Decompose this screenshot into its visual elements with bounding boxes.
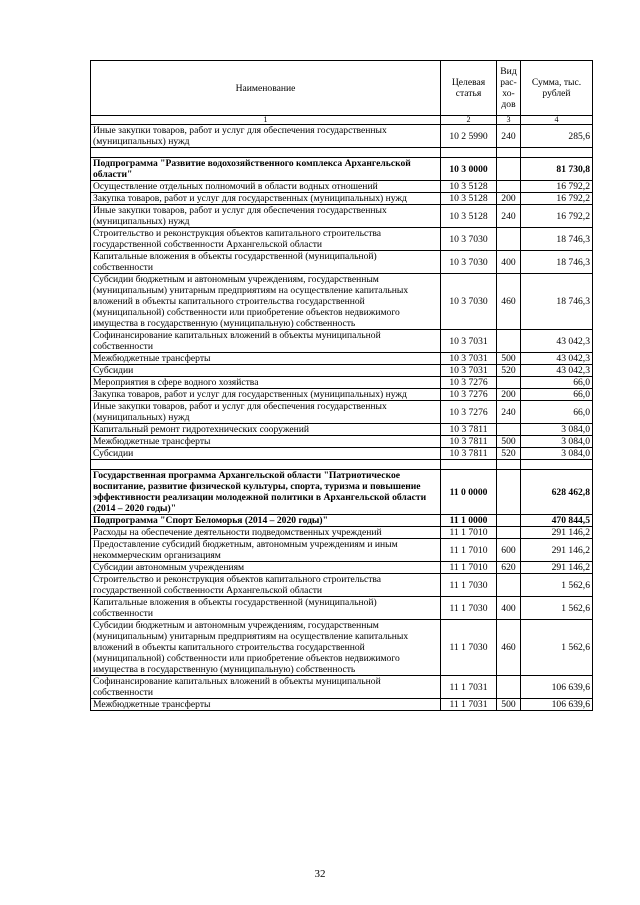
row-name: Иные закупки товаров, работ и услуг для обеспечения государственных (муниципальных) нужд: [91, 401, 441, 424]
row-vid: [497, 181, 521, 193]
row-code: 11 1 7031: [441, 676, 497, 699]
header-vid: Вид рас-хо-дов: [497, 61, 521, 116]
row-code: 10 3 7030: [441, 251, 497, 274]
row-vid: 400: [497, 597, 521, 620]
table-row: [91, 181, 593, 193]
row-code: 11 1 7030: [441, 574, 497, 597]
row-code: 10 3 7031: [441, 330, 497, 353]
table-row: [91, 274, 593, 330]
table-row: [91, 330, 593, 353]
row-code: 10 3 7276: [441, 389, 497, 401]
row-code: 10 3 7030: [441, 274, 497, 330]
table-row: [91, 436, 593, 448]
row-code: 10 2 5990: [441, 125, 497, 148]
row-vid: 400: [497, 251, 521, 274]
row-sum: 1 562,6: [521, 574, 593, 597]
row-sum: 43 042,3: [521, 330, 593, 353]
row-vid: 200: [497, 193, 521, 205]
row-vid: 460: [497, 274, 521, 330]
table-body: [91, 125, 593, 711]
spacer-cell: [91, 148, 441, 158]
row-sum: 66,0: [521, 401, 593, 424]
row-vid: [497, 527, 521, 539]
row-sum: 1 562,6: [521, 597, 593, 620]
row-code: 10 3 5128: [441, 181, 497, 193]
table-row: [91, 401, 593, 424]
row-vid: 500: [497, 353, 521, 365]
row-vid: 500: [497, 436, 521, 448]
table-row: [91, 377, 593, 389]
column-number-row: [91, 116, 593, 125]
row-code: 10 3 7031: [441, 353, 497, 365]
row-sum: 3 084,0: [521, 448, 593, 460]
spacer-row: [91, 460, 593, 470]
row-sum: 66,0: [521, 377, 593, 389]
table-row: [91, 539, 593, 562]
row-name: Предоставление субсидий бюджетным, автономным учреждениям и иным некоммерческим организациям: [91, 539, 441, 562]
row-vid: [497, 676, 521, 699]
header-code: Целевая статья: [441, 61, 497, 116]
column-number: 3: [497, 116, 521, 125]
row-sum: 285,6: [521, 125, 593, 148]
column-number: 2: [441, 116, 497, 125]
row-vid: [497, 515, 521, 527]
table-row: [91, 125, 593, 148]
row-vid: [497, 377, 521, 389]
row-name: Подпрограмма "Развитие водохозяйственного комплекса Архангельской области": [91, 158, 441, 181]
row-name: Строительство и реконструкция объектов капитального строительства государственной собственности Архангельской области: [91, 228, 441, 251]
table-row: [91, 424, 593, 436]
row-vid: [497, 330, 521, 353]
row-sum: 16 792,2: [521, 181, 593, 193]
row-name: Софинансирование капитальных вложений в объекты муниципальной собственности: [91, 676, 441, 699]
row-code: 10 3 7031: [441, 365, 497, 377]
row-code: 11 1 7010: [441, 562, 497, 574]
row-sum: 106 639,6: [521, 676, 593, 699]
row-vid: 240: [497, 125, 521, 148]
spacer-cell: [441, 460, 497, 470]
row-name: Субсидии: [91, 365, 441, 377]
spacer-cell: [91, 460, 441, 470]
row-name: Закупка товаров, работ и услуг для государственных (муниципальных) нужд: [91, 389, 441, 401]
row-sum: 291 146,2: [521, 562, 593, 574]
spacer-cell: [497, 148, 521, 158]
table-row: [91, 158, 593, 181]
table-row: [91, 353, 593, 365]
row-name: Государственная программа Архангельской области "Патриотическое воспитание, развитие физической культуры, спорта, туризма и повышение эффективности реализации молодежной политики в Архангельской области (2014 – 2020 годы)": [91, 470, 441, 515]
row-name: Подпрограмма "Спорт Беломорья (2014 – 2020 годы)": [91, 515, 441, 527]
row-code: 11 1 0000: [441, 515, 497, 527]
spacer-cell: [497, 460, 521, 470]
row-name: Мероприятия в сфере водного хозяйства: [91, 377, 441, 389]
row-name: Закупка товаров, работ и услуг для государственных (муниципальных) нужд: [91, 193, 441, 205]
row-vid: 520: [497, 365, 521, 377]
table-row: [91, 597, 593, 620]
row-name: Строительство и реконструкция объектов капитального строительства государственной собственности Архангельской области: [91, 574, 441, 597]
row-name: Субсидии: [91, 448, 441, 460]
row-sum: 3 084,0: [521, 424, 593, 436]
row-vid: [497, 574, 521, 597]
row-code: 10 3 7811: [441, 448, 497, 460]
row-code: 10 3 5128: [441, 193, 497, 205]
row-code: 11 1 7031: [441, 699, 497, 711]
row-name: Субсидии бюджетным и автономным учреждениям, государственным (муниципальным) унитарным предприятиям на осуществление капитальных вложений в объекты капитального строительства государственной (муниципальной) собственности или приобретение объектов недвижимого имущества в государственную (муниципальную) собственность: [91, 620, 441, 676]
table-row: [91, 365, 593, 377]
row-name: Расходы на обеспечение деятельности подведомственных учреждений: [91, 527, 441, 539]
row-name: Субсидии бюджетным и автономным учреждениям, государственным (муниципальным) унитарным предприятиям на осуществление капитальных вложений в объекты капитального строительства государственной (муниципальной) собственности или приобретение объектов недвижимого имущества в государственную (муниципальную) собственность: [91, 274, 441, 330]
row-vid: [497, 424, 521, 436]
table-row: [91, 515, 593, 527]
table-row: [91, 562, 593, 574]
table-row: [91, 228, 593, 251]
spacer-cell: [521, 460, 593, 470]
table-row: [91, 251, 593, 274]
table-row: [91, 676, 593, 699]
row-sum: 18 746,3: [521, 228, 593, 251]
table-row: [91, 448, 593, 460]
row-vid: [497, 228, 521, 251]
row-vid: 620: [497, 562, 521, 574]
row-sum: 66,0: [521, 389, 593, 401]
row-name: Иные закупки товаров, работ и услуг для обеспечения государственных (муниципальных) нужд: [91, 205, 441, 228]
row-sum: 1 562,6: [521, 620, 593, 676]
table-row: [91, 699, 593, 711]
header-name: Наименование: [91, 61, 441, 116]
table-row: [91, 527, 593, 539]
table-row: [91, 470, 593, 515]
row-vid: 240: [497, 401, 521, 424]
row-name: Капитальные вложения в объекты государственной (муниципальной) собственности: [91, 597, 441, 620]
spacer-cell: [441, 148, 497, 158]
row-vid: 600: [497, 539, 521, 562]
row-name: Осуществление отдельных полномочий в области водных отношений: [91, 181, 441, 193]
table-header: [91, 61, 593, 125]
row-code: 11 0 0000: [441, 470, 497, 515]
row-code: 10 3 7811: [441, 436, 497, 448]
table-row: [91, 620, 593, 676]
row-sum: 3 084,0: [521, 436, 593, 448]
row-name: Софинансирование капитальных вложений в объекты муниципальной собственности: [91, 330, 441, 353]
row-name: Капитальные вложения в объекты государственной (муниципальной) собственности: [91, 251, 441, 274]
row-vid: 500: [497, 699, 521, 711]
row-sum: 18 746,3: [521, 274, 593, 330]
page-number: 32: [314, 868, 326, 880]
row-vid: [497, 470, 521, 515]
row-vid: 460: [497, 620, 521, 676]
row-sum: 291 146,2: [521, 539, 593, 562]
row-sum: 291 146,2: [521, 527, 593, 539]
row-name: Капитальный ремонт гидротехнических сооружений: [91, 424, 441, 436]
row-name: Межбюджетные трансферты: [91, 353, 441, 365]
row-code: 10 3 7811: [441, 424, 497, 436]
row-code: 10 3 7276: [441, 401, 497, 424]
row-code: 11 1 7030: [441, 620, 497, 676]
spacer-row: [91, 148, 593, 158]
row-name: Межбюджетные трансферты: [91, 699, 441, 711]
row-code: 10 3 7030: [441, 228, 497, 251]
table-row: [91, 574, 593, 597]
row-sum: 81 730,8: [521, 158, 593, 181]
row-name: Иные закупки товаров, работ и услуг для обеспечения государственных (муниципальных) нужд: [91, 125, 441, 148]
row-sum: 628 462,8: [521, 470, 593, 515]
row-vid: 200: [497, 389, 521, 401]
row-code: 11 1 7030: [441, 597, 497, 620]
row-sum: 470 844,5: [521, 515, 593, 527]
table-row: [91, 205, 593, 228]
row-sum: 43 042,3: [521, 365, 593, 377]
table-row: [91, 389, 593, 401]
row-sum: 43 042,3: [521, 353, 593, 365]
row-vid: 520: [497, 448, 521, 460]
row-code: 10 3 5128: [441, 205, 497, 228]
row-vid: [497, 158, 521, 181]
row-sum: 18 746,3: [521, 251, 593, 274]
row-code: 10 3 0000: [441, 158, 497, 181]
row-code: 11 1 7010: [441, 527, 497, 539]
row-sum: 16 792,2: [521, 205, 593, 228]
header-sum: Сумма, тыс. рублей: [521, 61, 593, 116]
row-name: Субсидии автономным учреждениям: [91, 562, 441, 574]
row-sum: 16 792,2: [521, 193, 593, 205]
column-number: 1: [91, 116, 441, 125]
column-number: 4: [521, 116, 593, 125]
row-sum: 106 639,6: [521, 699, 593, 711]
row-code: 10 3 7276: [441, 377, 497, 389]
row-code: 11 1 7010: [441, 539, 497, 562]
row-name: Межбюджетные трансферты: [91, 436, 441, 448]
spacer-cell: [521, 148, 593, 158]
table-row: [91, 193, 593, 205]
row-vid: 240: [497, 205, 521, 228]
budget-table: [90, 60, 593, 711]
